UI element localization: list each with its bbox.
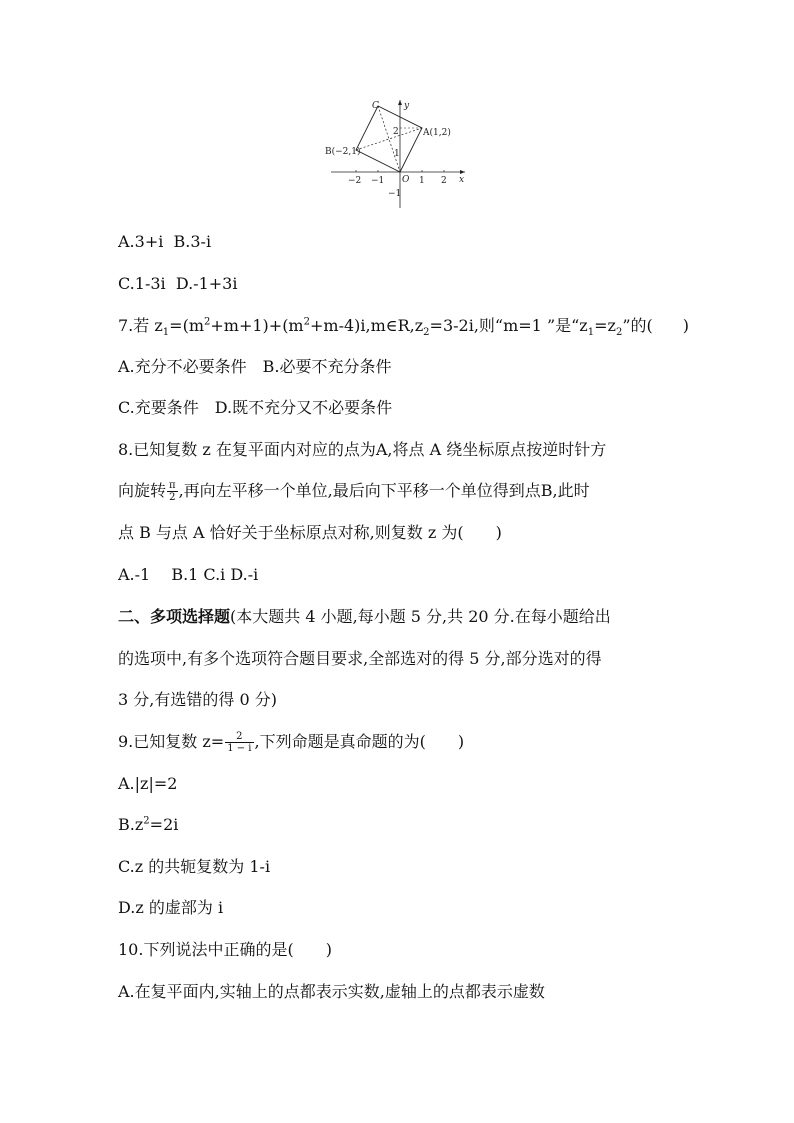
label-b: B(−2,1) xyxy=(325,147,361,157)
q9-text-part: =2i xyxy=(149,815,179,834)
q9-option-d: D.z 的虚部为 i xyxy=(118,898,224,917)
coordinate-figure xyxy=(323,96,473,212)
q9-superscript: 2 xyxy=(143,815,150,827)
tick-label-y-1: 1 xyxy=(394,149,400,159)
q10-stem: 10.下列说法中正确的是( ) xyxy=(118,940,332,959)
q7-text-part: =3-2i,则“m=1 ”是“z xyxy=(429,316,588,335)
q7-text-part: ) xyxy=(682,316,690,335)
q8-text-part: ,再向左平移一个单位,最后向下平移一个单位得到点B,此时 xyxy=(178,481,590,500)
q7-text-part: =(m xyxy=(169,316,204,335)
q9-option-a: A.|z|=2 xyxy=(118,774,178,793)
label-x: x xyxy=(459,175,465,185)
q8-options: A.-1 B.1 C.i D.-i xyxy=(118,565,259,584)
q7-text-part: +m+1)+(m xyxy=(210,316,304,335)
complex-plane-diagram xyxy=(323,96,473,212)
q9-text-part: ,下列命题是真命题的为( ) xyxy=(254,732,465,751)
q6-option-b: B.3-i xyxy=(173,232,212,251)
q7-subscript: 1 xyxy=(587,327,595,339)
q6-option-d: D.-1+3i xyxy=(175,274,238,293)
q7-superscript: 2 xyxy=(204,316,211,328)
q7-stem xyxy=(118,315,689,337)
fraction-denominator: 2 xyxy=(169,492,176,503)
tick-label-y-n1: −1 xyxy=(388,189,402,199)
q9-text-part: B.z xyxy=(118,815,144,834)
q10-option-a: A.在复平面内,实轴上的点都表示实数,虚轴上的点都表示虚数 xyxy=(118,982,545,1001)
q9-stem xyxy=(118,731,464,754)
diagonal-co xyxy=(378,106,400,172)
tick-label-x-1: 1 xyxy=(419,176,425,186)
tick-label-y-2: 2 xyxy=(393,127,399,137)
fraction-denominator: 1 − i xyxy=(227,743,252,754)
tick-label-x-n1: −1 xyxy=(371,176,385,186)
q6-option-c: C.1-3i xyxy=(118,274,166,293)
section2-desc-part: (本大题共 4 小题,每小题 5 分,共 20 分.在每小题给出 xyxy=(230,607,611,626)
q9-option-b xyxy=(118,814,178,836)
q8-text-part: 向旋转 xyxy=(118,481,167,500)
tick-label-x-2: 2 xyxy=(441,176,447,186)
tick-label-x-n2: −2 xyxy=(348,176,362,186)
y-axis-arrow xyxy=(398,100,402,105)
q6-options-ab xyxy=(118,231,211,253)
q8-stem-line3: 点 B 与点 A 恰好关于坐标原点对称,则复数 z 为( ) xyxy=(118,523,502,542)
x-axis-arrow xyxy=(460,170,465,174)
section2-title: 二、多项选择题 xyxy=(118,607,231,626)
q9-option-c: C.z 的共轭复数为 1-i xyxy=(118,857,271,876)
section2-header xyxy=(118,606,611,628)
q7-options-cd: C.充要条件 D.既不充分又不必要条件 xyxy=(118,398,393,417)
q7-superscript: 2 xyxy=(303,316,310,328)
q9-fraction xyxy=(225,731,253,754)
q6-option-a: A.3+i xyxy=(118,232,164,251)
section2-desc-line2: 的选项中,有多个选项符合题目要求,全部选对的得 5 分,部分选对的得 xyxy=(118,649,602,668)
q7-text-part: +m-4)i,m∈R,z xyxy=(309,316,424,335)
q6-options-cd xyxy=(118,273,237,295)
label-y: y xyxy=(404,101,410,111)
label-a: A(1,2) xyxy=(423,128,451,138)
q7-text-part: =z xyxy=(594,316,616,335)
fraction-numerator: π xyxy=(169,480,176,491)
q9-text-part: 9.已知复数 z= xyxy=(118,732,225,751)
fraction-numerator: 2 xyxy=(225,731,253,743)
q8-stem-line1: 8.已知复数 z 在复平面内对应的点为A,将点 A 绕坐标原点按逆时针方 xyxy=(118,440,607,459)
square-outline xyxy=(356,106,422,172)
q7-options-ab: A.充分不必要条件 B.必要不充分条件 xyxy=(118,357,392,376)
q7-subscript: 2 xyxy=(615,327,623,339)
q7-subscript: 1 xyxy=(162,327,170,339)
label-c: C xyxy=(372,101,379,111)
q7-text-part: 7.若 z xyxy=(118,316,163,335)
q7-text-part: ”的( xyxy=(622,316,653,335)
diagonal-ba xyxy=(356,128,422,150)
section2-desc-line3: 3 分,有选错的得 0 分) xyxy=(118,690,277,709)
label-origin: O xyxy=(402,175,410,185)
q8-stem-line2 xyxy=(118,480,590,503)
q7-subscript: 2 xyxy=(423,327,430,339)
pi-over-two-fraction xyxy=(167,480,178,503)
